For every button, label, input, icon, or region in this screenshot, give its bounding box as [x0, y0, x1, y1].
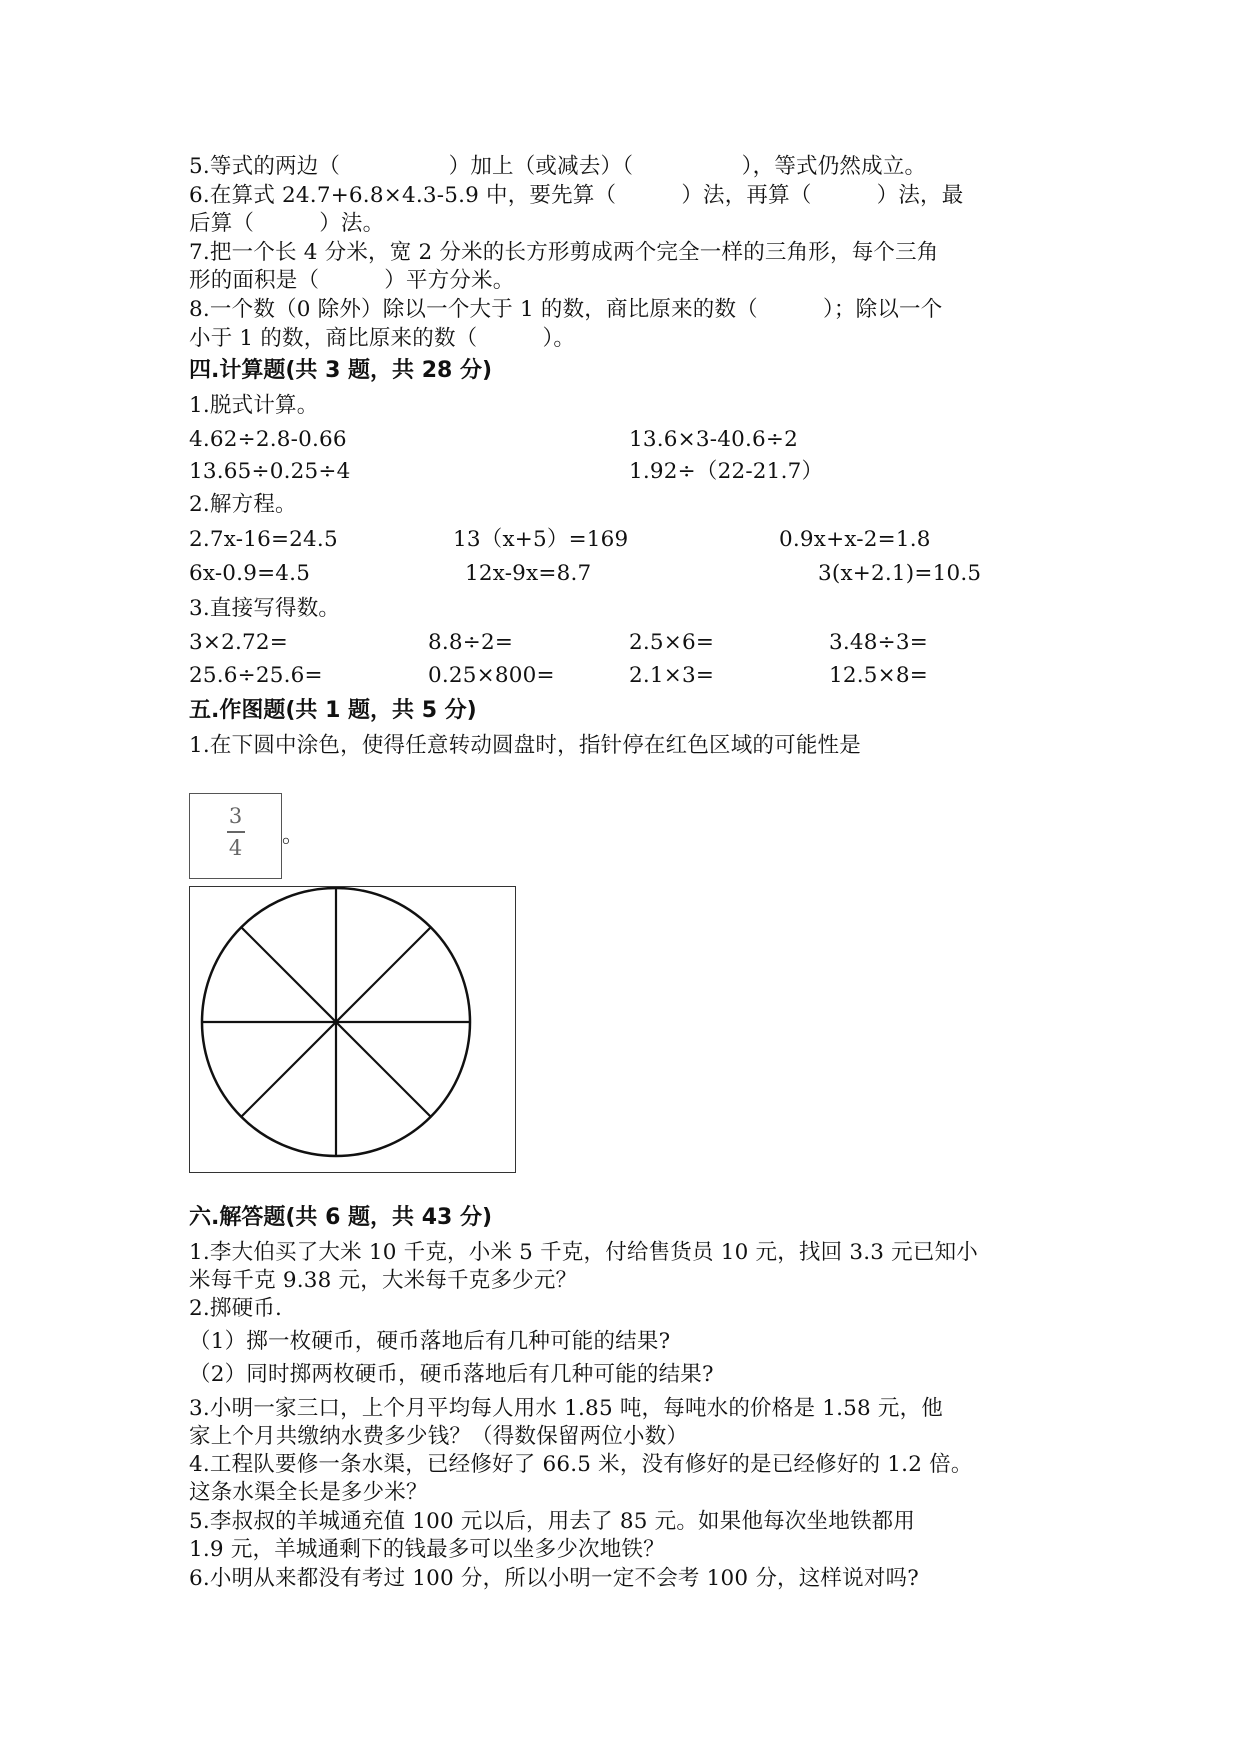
- spinner-wheel: [190, 887, 515, 1172]
- calc-1-item: 13.65÷0.25÷4: [189, 459, 351, 484]
- answer-question-line: 6.小明从来都没有考过 100 分，所以小明一定不会考 100 分，这样说对吗?: [189, 1566, 919, 1591]
- oral-calc-item: 2.1×3=: [629, 663, 715, 688]
- answer-question-line: 3.小明一家三口，上个月平均每人用水 1.85 吨，每吨水的价格是 1.58 元，他: [189, 1396, 943, 1421]
- drawing-question: 1.在下圆中涂色，使得任意转动圆盘时，指针停在红色区域的可能性是: [189, 733, 861, 758]
- question-8-line-1: 8.一个数（0 除外）除以一个大于 1 的数，商比原来的数（ ）；除以一个: [189, 297, 943, 322]
- fraction-three-quarters: [190, 804, 281, 860]
- calc-2-title: 2.解方程。: [189, 492, 297, 517]
- section-6-heading: 六.解答题(共 6 题，共 43 分): [189, 1205, 493, 1230]
- oral-calc-item: 2.5×6=: [629, 630, 715, 655]
- answer-question-line: 这条水渠全长是多少米？: [189, 1480, 428, 1505]
- oral-calc-item: 3×2.72=: [189, 630, 288, 655]
- question-8-line-2: 小于 1 的数，商比原来的数（ ）。: [189, 326, 576, 351]
- question-7-line-1: 7.把一个长 4 分米，宽 2 分米的长方形剪成两个完全一样的三角形，每个三角: [189, 240, 939, 265]
- answer-subquestion: （1）掷一枚硬币，硬币落地后有几种可能的结果?: [189, 1329, 671, 1354]
- oral-calc-item: 25.6÷25.6=: [189, 663, 323, 688]
- answer-question-line: 4.工程队要修一条水渠，已经修好了 66.5 米，没有修好的是已经修好的 1.2 倍。: [189, 1452, 973, 1477]
- fraction-image: [189, 793, 282, 879]
- fraction-denominator: 4: [228, 835, 243, 860]
- fraction-bar: [227, 831, 245, 833]
- calc-1-title: 1.脱式计算。: [189, 393, 319, 418]
- equation-item: 6x-0.9=4.5: [189, 561, 311, 586]
- equation-item: 12x-9x=8.7: [465, 561, 592, 586]
- oral-calc-item: 12.5×8=: [829, 663, 928, 688]
- answer-question-line: 米每千克 9.38 元，大米每千克多少元？: [189, 1268, 578, 1293]
- question-6-line-2: 后算（ ）法。: [189, 211, 385, 236]
- calc-3-title: 3.直接写得数。: [189, 596, 341, 621]
- answer-subquestion: （2）同时掷两枚硬币，硬币落地后有几种可能的结果?: [189, 1362, 714, 1387]
- answer-question-line: 2.掷硬币.: [189, 1296, 283, 1321]
- question-5: 5.等式的两边（ ）加上（或减去）（ ），等式仍然成立。: [189, 154, 927, 179]
- equation-item: 13（x+5）=169: [453, 527, 629, 552]
- equation-item: 2.7x-16=24.5: [189, 527, 338, 552]
- answer-question-line: 5.李叔叔的羊城通充值 100 元以后，用去了 85 元。如果他每次坐地铁都用: [189, 1509, 916, 1534]
- fraction-numerator: 3: [228, 804, 243, 828]
- oral-calc-item: 0.25×800=: [428, 663, 555, 688]
- calc-1-item: 1.92÷（22-21.7）: [629, 459, 824, 484]
- equation-item: 0.9x+x-2=1.8: [779, 527, 931, 552]
- calc-1-item: 13.6×3-40.6÷2: [629, 427, 798, 452]
- oral-calc-item: 8.8÷2=: [428, 630, 514, 655]
- section-5-heading: 五.作图题(共 1 题，共 5 分): [189, 698, 477, 723]
- question-7-line-2: 形的面积是（ ）平方分米。: [189, 268, 515, 293]
- question-6-line-1: 6.在算式 24.7+6.8×4.3-5.9 中，要先算（ ）法，再算（ ）法，最: [189, 183, 964, 208]
- section-4-heading: 四.计算题(共 3 题，共 28 分): [189, 358, 493, 383]
- answer-question-line: 家上个月共缴纳水费多少钱？（得数保留两位小数）: [189, 1424, 689, 1449]
- oral-calc-item: 3.48÷3=: [829, 630, 928, 655]
- spinner-figure: [189, 886, 516, 1173]
- calc-1-item: 4.62÷2.8-0.66: [189, 427, 347, 452]
- answer-question-line: 1.李大伯买了大米 10 千克，小米 5 千克，付给售货员 10 元，找回 3.3 元已知小: [189, 1240, 978, 1265]
- fraction-period: 。: [282, 823, 304, 848]
- equation-item: 3(x+2.1)=10.5: [818, 561, 982, 586]
- answer-question-line: 1.9 元，羊城通剩下的钱最多可以坐多少次地铁？: [189, 1537, 665, 1562]
